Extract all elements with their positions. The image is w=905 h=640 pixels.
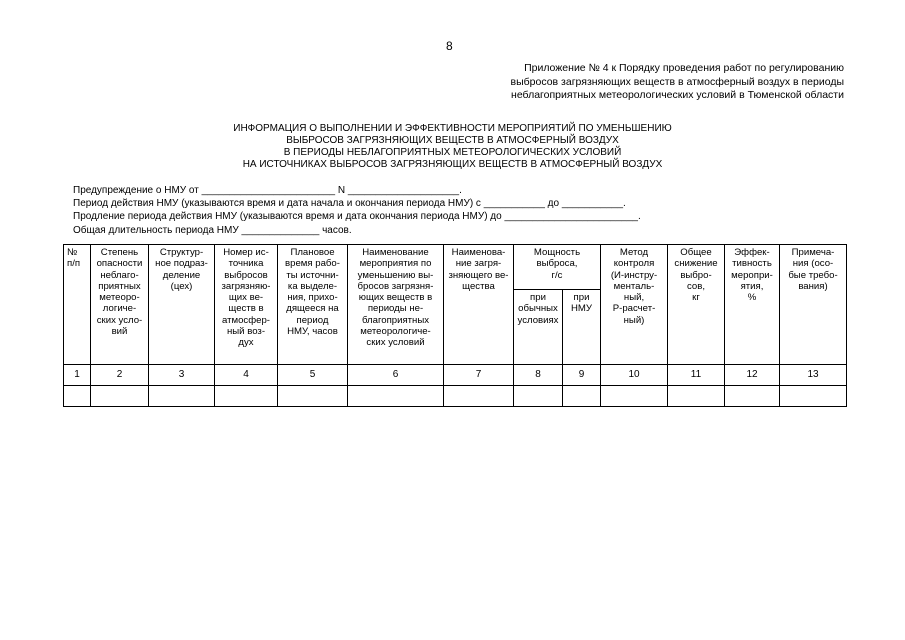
measures-table	[63, 244, 847, 407]
title-line: ИНФОРМАЦИЯ О ВЫПОЛНЕНИИ И ЭФФЕКТИВНОСТИ МЕРОПРИЯТИЙ ПО УМЕНЬШЕНИЮ	[233, 123, 672, 134]
column-number: 9	[563, 365, 601, 386]
appendix-line: выбросов загрязняющих веществ в атмосферный воздух в периоды	[510, 75, 844, 88]
empty-cell	[563, 386, 601, 407]
header-cell-subdivision: Структур- ное подраз- деление (цех)	[149, 245, 215, 365]
header-cell-control-method: Метод контроля (И-инстру- менталь- ный, Р-расчет- ный)	[601, 245, 668, 365]
header-cell-nmu-conditions: при НМУ	[563, 290, 601, 365]
appendix-line: Приложение № 4 к Порядку проведения работ по регулированию	[524, 62, 844, 74]
empty-cell	[444, 386, 514, 407]
appendix-reference	[424, 62, 844, 103]
header-cell-danger-level: Степень опасности неблаго- приятных метеоро- логиче- ских усло- вий	[91, 245, 149, 365]
header-cell-planned-time: Плановое время рабо- ты источни- ка выделе- ния, прихо- дящееся на период НМУ, часов	[278, 245, 348, 365]
header-cell-measure-name: Наименование мероприятия по уменьшению вы- бросов загрязня- ющих веществ в периоды не- благоприятных метеорологиче- ских условий	[348, 245, 444, 365]
title-line: НА ИСТОЧНИКАХ ВЫБРОСОВ ЗАГРЯЗНЯЮЩИХ ВЕЩЕСТВ В АТМОСФЕРНЫЙ ВОЗДУХ	[242, 159, 663, 170]
column-number: 2	[91, 365, 149, 386]
empty-cell	[149, 386, 215, 407]
header-cell-pollutant: Наименова- ние загря- зняющего ве- щества	[444, 245, 514, 365]
empty-cell	[514, 386, 563, 407]
column-number: 6	[348, 365, 444, 386]
column-number: 1	[64, 365, 91, 386]
header-row	[64, 245, 847, 290]
form-fields	[73, 184, 773, 237]
column-number: 10	[601, 365, 668, 386]
title-line: ВЫБРОСОВ ЗАГРЯЗНЯЮЩИХ ВЕЩЕСТВ В АТМОСФЕРНЫЙ ВОЗДУХ	[286, 135, 619, 146]
empty-cell	[780, 386, 847, 407]
column-number: 12	[725, 365, 780, 386]
header-cell-number: № п/п	[64, 245, 91, 365]
column-number: 4	[215, 365, 278, 386]
empty-cell	[348, 386, 444, 407]
title-line: В ПЕРИОДЫ НЕБЛАГОПРИЯТНЫХ МЕТЕОРОЛОГИЧЕСКИХ УСЛОВИЙ	[283, 147, 622, 158]
column-number: 5	[278, 365, 348, 386]
empty-cell	[91, 386, 149, 407]
document-title	[150, 123, 755, 171]
column-number: 11	[668, 365, 725, 386]
warning-field: Предупреждение о НМУ от ________________________ N ____________________.	[73, 185, 462, 196]
header-cell-efficiency: Эффек- тивность меропри- ятия, %	[725, 245, 780, 365]
header-cell-normal-conditions: при обычных условиях	[514, 290, 563, 365]
column-number: 7	[444, 365, 514, 386]
empty-cell	[668, 386, 725, 407]
page-number: 8	[446, 39, 453, 53]
header-cell-notes: Примеча- ния (осо- бые требо- вания)	[780, 245, 847, 365]
header-cell-emission-power: Мощность выброса, г/с	[514, 245, 601, 290]
column-number: 13	[780, 365, 847, 386]
column-number: 8	[514, 365, 563, 386]
column-number-row	[64, 365, 847, 386]
empty-cell	[601, 386, 668, 407]
duration-field: Общая длительность периода НМУ ______________ часов.	[73, 224, 352, 236]
period-field: Период действия НМУ (указываются время и дата начала и окончания периода НМУ) с ___________ до ___________.	[73, 198, 626, 210]
header-cell-source-number: Номер ис- точника выбросов загрязняю- щих ве- ществ в атмосфер- ный воз- дух	[215, 245, 278, 365]
empty-data-row	[64, 386, 847, 407]
header-cell-total-reduction: Общее снижение выбро- сов, кг	[668, 245, 725, 365]
column-number: 3	[149, 365, 215, 386]
extension-field: Продление периода действия НМУ (указываются время и дата окончания периода НМУ) до ________________________.	[73, 211, 641, 223]
empty-cell	[64, 386, 91, 407]
empty-cell	[725, 386, 780, 407]
appendix-line: неблагоприятных метеорологических условий в Тюменской области	[511, 89, 844, 101]
empty-cell	[278, 386, 348, 407]
empty-cell	[215, 386, 278, 407]
